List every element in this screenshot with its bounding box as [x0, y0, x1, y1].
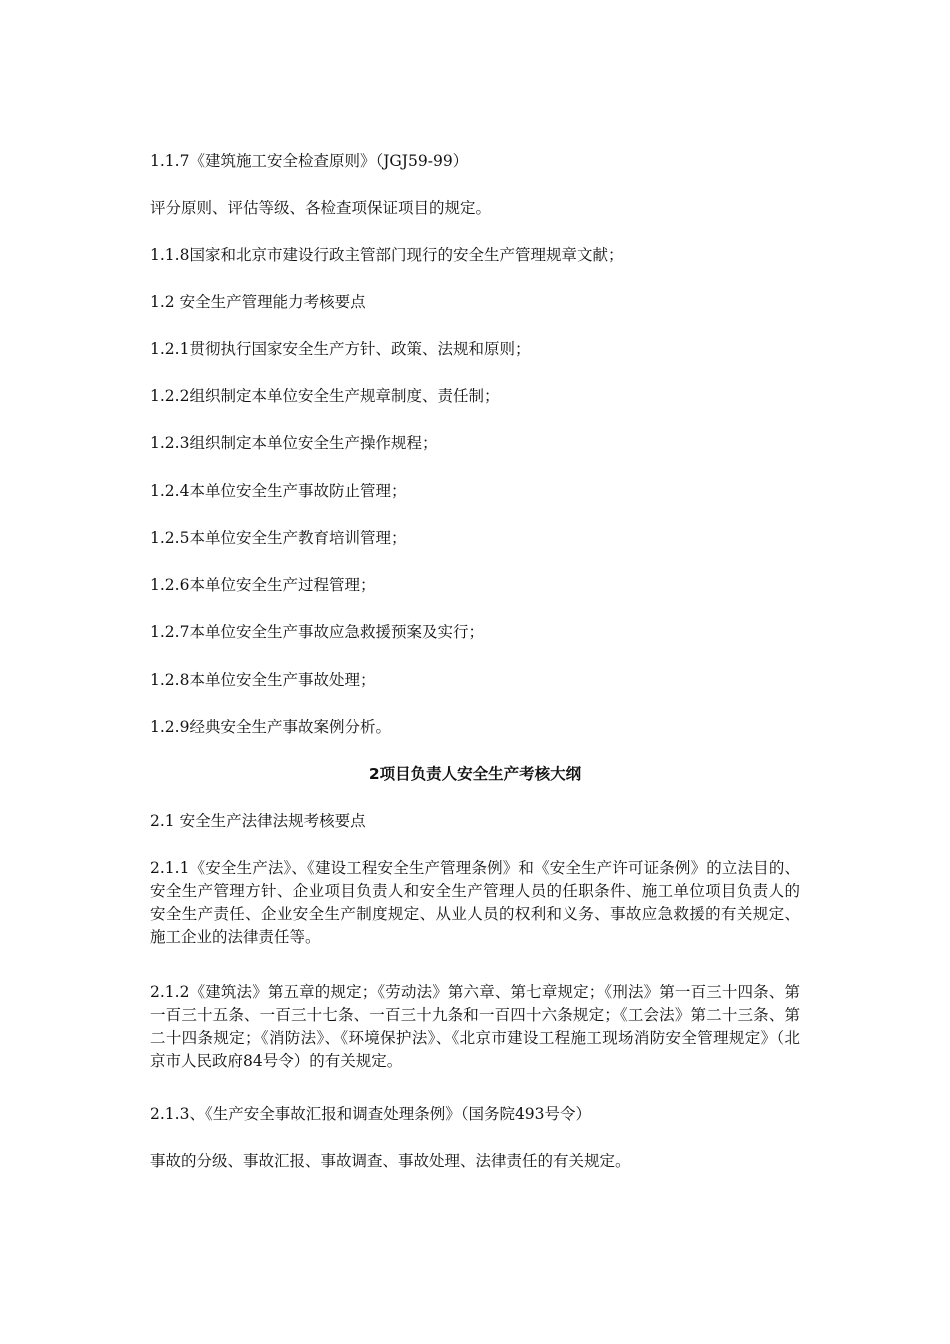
paragraph-1-1-7: 1.1.7《建筑施工安全检查原则》（JGJ59-99） [150, 152, 469, 170]
paragraph-1-2-3: 1.2.3组织制定本单位安全生产操作规程； [150, 434, 438, 452]
paragraph-1-1-8: 1.1.8国家和北京市建设行政主管部门现行的安全生产管理规章文献； [150, 246, 624, 264]
paragraph-1-2: 1.2 安全生产管理能力考核要点 [150, 293, 366, 311]
paragraph-1-2-4: 1.2.4本单位安全生产事故防止管理； [150, 482, 407, 500]
paragraph-1-2-1: 1.2.1贯彻执行国家安全生产方针、政策、法规和原则； [150, 340, 531, 358]
paragraph-1-2-9: 1.2.9经典安全生产事故案例分析。 [150, 718, 391, 736]
paragraph-1-2-6: 1.2.6本单位安全生产过程管理； [150, 576, 376, 594]
paragraph-1-2-7: 1.2.7本单位安全生产事故应急救援预案及实行； [150, 623, 484, 641]
paragraph-accident-rules: 事故的分级、事故汇报、事故调查、事故处理、法律责任的有关规定。 [150, 1152, 631, 1170]
paragraph-2-1-1: 2.1.1《安全生产法》、《建设工程安全生产管理条例》和《安全生产许可证条例》的立法目的、安全生产管理方针、企业项目负责人和安全生产管理人员的任职条件、施工单位项目负责人的安全生产责任、企业安全生产制度规定、从业人员的权利和义务、事故应急救援的有关规定、施工企业的法律责任等。 [150, 859, 800, 946]
paragraph-1-2-8: 1.2.8本单位安全生产事故处理； [150, 671, 376, 689]
paragraph-2-1-3: 2.1.3、《生产安全事故汇报和调查处理条例》（国务院493号令） [150, 1105, 592, 1123]
section-heading: 2项目负责人安全生产考核大纲 [368, 765, 582, 783]
paragraph-2-1-2: 2.1.2《建筑法》第五章的规定；《劳动法》第六章、第七章规定；《刑法》第一百三十四条、第一百三十五条、一百三十七条、一百三十九条和一百四十六条规定；《工会法》第二十三条、第二十四条规定；《消防法》、《环境保护法》、《北京市建设工程施工现场消防安全管理规定》（北京市人民政府84号令）的有关规定。 [150, 983, 800, 1070]
paragraph-1-2-2: 1.2.2组织制定本单位安全生产规章制度、责任制； [150, 387, 500, 405]
paragraph-scoring-rules: 评分原则、评估等级、各检查项保证项目的规定。 [150, 199, 492, 217]
paragraph-1-2-5: 1.2.5本单位安全生产教育培训管理； [150, 529, 407, 547]
paragraph-2-1: 2.1 安全生产法律法规考核要点 [150, 812, 366, 830]
